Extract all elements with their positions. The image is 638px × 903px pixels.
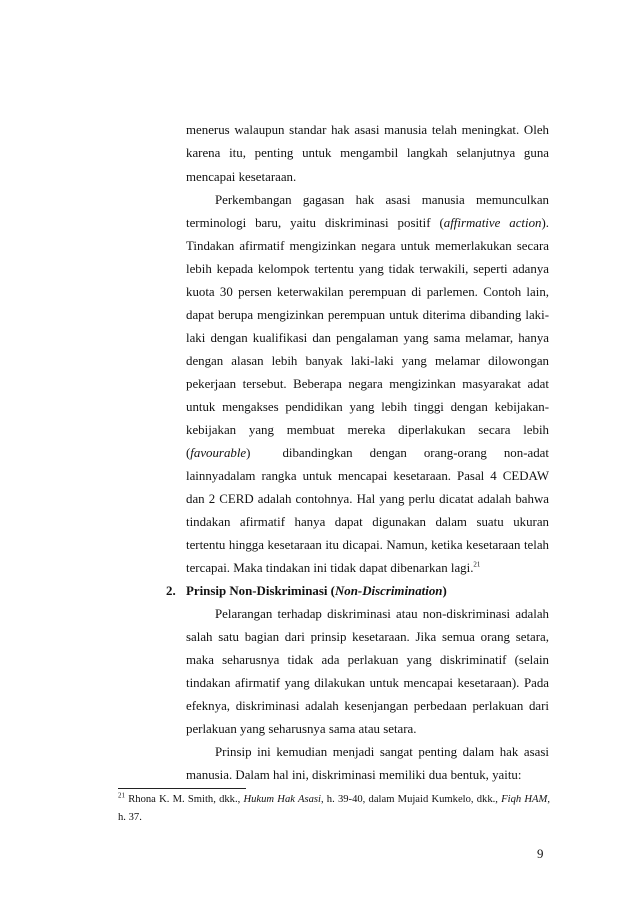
paragraph-line: tercapai. Maka tindakan ini tidak dapat dibenarkan lagi.$^{21}$ [186,560,481,575]
paragraph-line: untuk mengakses pendidikan yang lebih tinggi dengan kebijakan- [186,400,549,414]
emphasis-text: Non-Discrimination [334,584,443,598]
footnote-separator [118,788,246,789]
paragraph-line: tertentu hingga kesetaraan itu dicapai. Namun, ketika kesetaraan telah [186,538,549,552]
paragraph-line: manusia. Dalam hal ini, diskriminasi memiliki dua bentuk, yaitu: [186,768,522,782]
paragraph-line: tindakan afirmatif yang dilakukan untuk mencapai kesetaraan). Pada [186,676,549,690]
paragraph-line: kebijakan yang membuat mereka diperlakukan secara lebih [186,423,549,437]
paragraph-line: dengan alasan lebih banyak laki-laki yang melamar dilowongan [186,354,549,368]
footnote-line: h. 37. [118,812,142,823]
footnote: $^{21}$ Rhona K. M. Smith, dkk., Hukum Hak Asasi, h. 39-40, dalam Mujaid Kumkelo, dkk., Fiqh HAM, [118,791,550,805]
paragraph-line: lebih kepada kelompok tertentu yang tidak terwakili, seperti adanya [186,262,549,276]
paragraph-line: terminologi baru, yaitu diskriminasi positif (affirmative action). [186,216,549,230]
section-heading: 2. Prinsip Non-Diskriminasi (Non-Discrimination) [166,584,447,598]
word: dengan [369,446,407,460]
paragraph-line: laki dengan kualifikasi dan pengalaman yang sama melamar, hanya [186,331,549,345]
paragraph-line: maka seharusnya tidak ada perlakuan yang diskriminatif (selain [186,653,549,667]
paragraph-line: dan 2 CERD adalah contohnya. Hal yang perlu dicatat adalah bahwa [186,492,549,506]
footnote-ref[interactable]: 21 [473,560,481,569]
word: non-adat [503,446,549,460]
paragraph-line: karena itu, penting untuk mengambil langkah selanjutnya guna [186,146,549,160]
paragraph-line: Prinsip ini kemudian menjadi sangat penting dalam hak asasi [215,745,549,759]
paragraph-line: efeknya, diskriminasi adalah kesenjangan perbedaan perlakuan dari [186,699,549,713]
word: dibandingkan [282,446,353,460]
emphasis-text: affirmative action [443,216,542,230]
paragraph-line: lainnyadalam rangka untuk mencapai kesetaraan. Pasal 4 CEDAW [186,469,549,483]
paragraph-line: salah satu bagian dari prinsip kesetaraan. Jika semua orang setara, [186,630,549,644]
paragraph-line: mencapai kesetaraan. [186,170,297,184]
paragraph-line: Perkembangan gagasan hak asasi manusia memunculkan [215,193,549,207]
paragraph-line-rest [282,445,549,461]
paragraph-line: (favourable) dibandingkan dengan orang-orang non-adat [186,446,549,460]
word: orang-orang [423,446,487,460]
paragraph-line: Tindakan afirmatif mengizinkan negara untuk memerlakukan secara [186,239,549,253]
paragraph-line: perlakuan yang seharusnya sama atau setara. [186,722,417,736]
paragraph-line: tindakan afirmatif hanya dapat digunakan dalam suatu ukuran [186,515,549,529]
emphasis-text: favourable [190,446,247,460]
paragraph-line: dapat berupa mengizinkan perempuan untuk diterima dibanding laki- [186,308,549,322]
paragraph-line: Pelarangan terhadap diskriminasi atau non-diskriminasi adalah [215,607,549,621]
footnote-number: 21 [118,791,125,800]
section-number: 2. [166,584,176,598]
paragraph-line: kuota 30 persen keterwakilan perempuan di parlemen. Contoh lain, [186,285,549,299]
paragraph-line: menerus walaupun standar hak asasi manusia telah meningkat. Oleh [186,123,549,137]
page-number: 9 [537,847,544,861]
paragraph-line: pekerjaan tersebut. Beberapa negara mengizinkan masyarakat adat [186,377,549,391]
